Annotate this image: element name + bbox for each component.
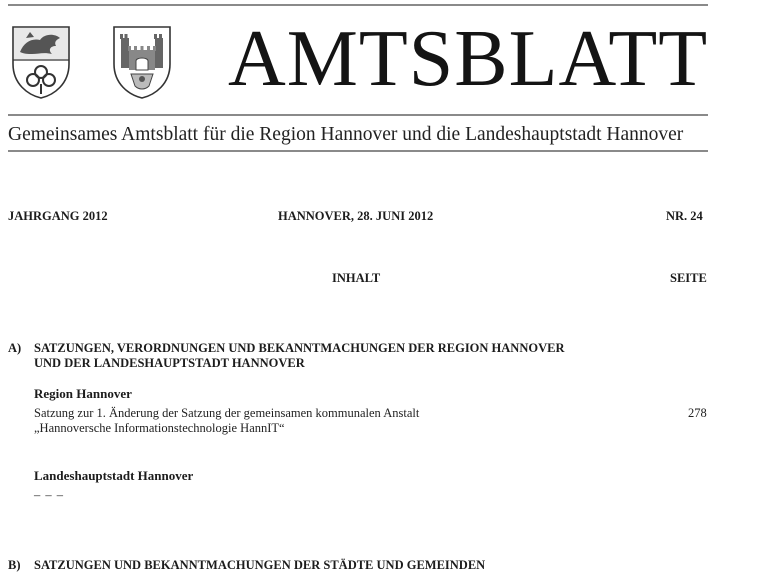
section-letter-b: B) — [8, 558, 21, 572]
section-b-title: SATZUNGEN UND BEKANNTMACHUNGEN DER STÄDTE UND GEMEINDEN — [34, 558, 486, 572]
toc-entry-line2: „Hannoversche Informationstechnologie HannIT“ — [34, 421, 285, 435]
group-heading-region: Region Hannover — [34, 386, 132, 401]
page-column-heading: SEITE — [670, 271, 707, 285]
section-a-title-line1: SATZUNGEN, VERORDNUNGEN UND BEKANNTMACHUNGEN DER REGION HANNOVER — [34, 341, 565, 355]
section-a-title — [34, 341, 674, 371]
masthead-title: AMTSBLATT — [228, 15, 709, 103]
section-a-title-line2: UND DER LANDESHAUPTSTADT HANNOVER — [34, 356, 305, 370]
volume-year: JAHRGANG 2012 — [8, 209, 108, 223]
contents-heading: INHALT — [332, 271, 381, 285]
toc-entry-line1: Satzung zur 1. Änderung der Satzung der gemeinsamen kommunalen Anstalt — [34, 406, 420, 420]
issue-date: HANNOVER, 28. JUNI 2012 — [278, 209, 434, 223]
toc-entry — [34, 406, 634, 436]
subtitle-top-rule — [8, 114, 708, 116]
publication-subtitle: Gemeinsames Amtsblatt für die Region Hannover und die Landeshauptstadt Hannover — [8, 124, 684, 145]
city-hannover-crest-icon — [111, 24, 173, 100]
toc-entry-empty: – – – — [34, 488, 64, 502]
region-hannover-crest-icon — [10, 24, 72, 100]
issue-number: NR. 24 — [666, 209, 703, 223]
top-rule — [8, 4, 708, 6]
group-heading-city: Landeshauptstadt Hannover — [34, 468, 194, 483]
subtitle-bottom-rule — [8, 150, 708, 152]
section-letter-a: A) — [8, 341, 22, 355]
toc-entry-page: 278 — [688, 406, 707, 420]
